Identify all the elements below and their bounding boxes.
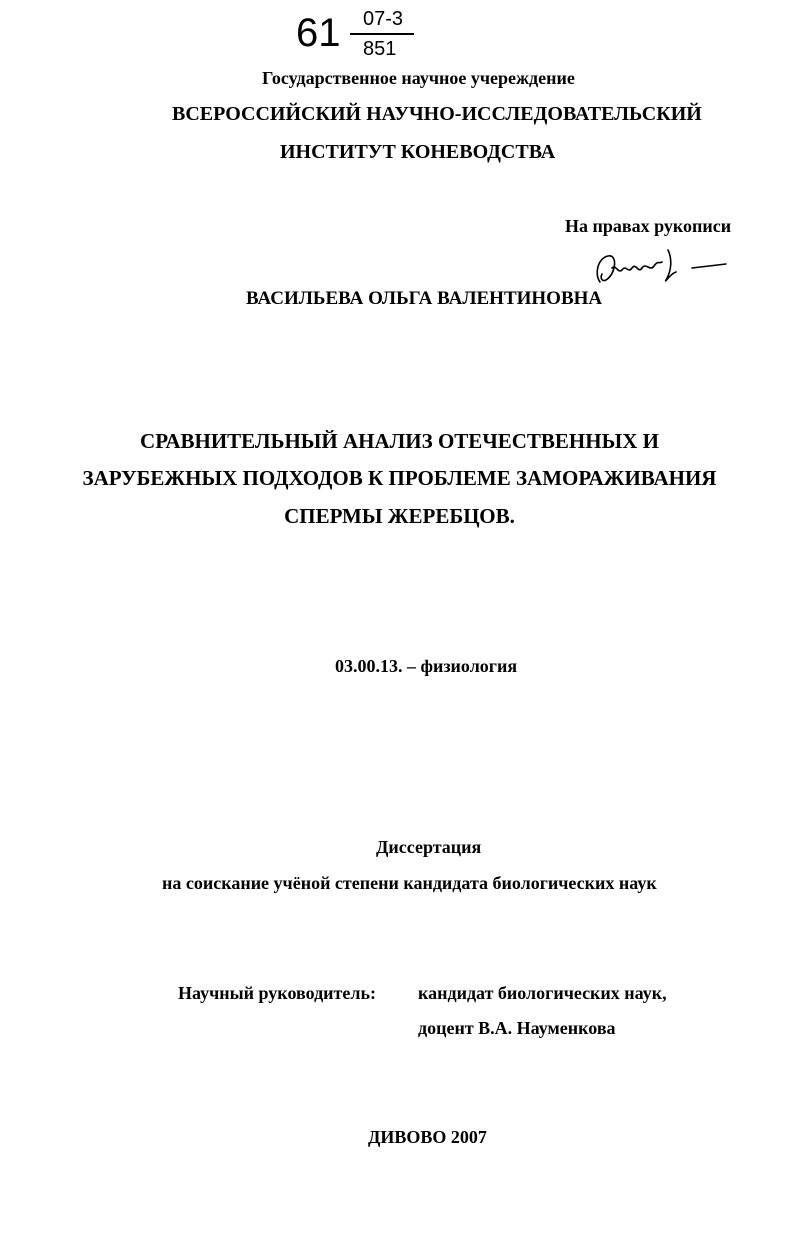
- institution-type: Государственное научное учереждение: [262, 68, 575, 88]
- catalog-main: 61: [296, 11, 341, 55]
- supervisor-degree: кандидат биологических наук,: [418, 983, 667, 1003]
- author-signature: [588, 244, 738, 294]
- dissertation-label: Диссертация: [376, 837, 482, 857]
- supervisor-name: доцент В.А. Науменкова: [418, 1018, 616, 1038]
- supervisor-label: Научный руководитель:: [178, 983, 376, 1003]
- catalog-bottom: 851: [363, 38, 397, 60]
- manuscript-note: На правах рукописи: [565, 216, 732, 236]
- institute-name-line2: ИНСТИТУТ КОНЕВОДСТВА: [280, 141, 556, 163]
- dissertation-purpose: на соискание учёной степени кандидата биологических наук: [162, 873, 657, 893]
- title-line3: СПЕРМЫ ЖЕРЕБЦОВ.: [284, 504, 515, 528]
- title-line1: СРАВНИТЕЛЬНЫЙ АНАЛИЗ ОТЕЧЕСТВЕННЫХ И: [140, 429, 659, 453]
- author-name: ВАСИЛЬЕВА ОЛЬГА ВАЛЕНТИНОВНА: [246, 288, 603, 309]
- catalog-top: 07-3: [363, 8, 404, 30]
- place-and-year: ДИВОВО 2007: [368, 1127, 487, 1147]
- catalog-fraction-line: [350, 33, 414, 35]
- institute-name-line1: ВСЕРОССИЙСКИЙ НАУЧНО-ИССЛЕДОВАТЕЛЬСКИЙ: [172, 103, 702, 125]
- specialty-code: 03.00.13. – физиология: [335, 656, 518, 676]
- title-line2: ЗАРУБЕЖНЫХ ПОДХОДОВ К ПРОБЛЕМЕ ЗАМОРАЖИВАНИЯ: [82, 466, 717, 490]
